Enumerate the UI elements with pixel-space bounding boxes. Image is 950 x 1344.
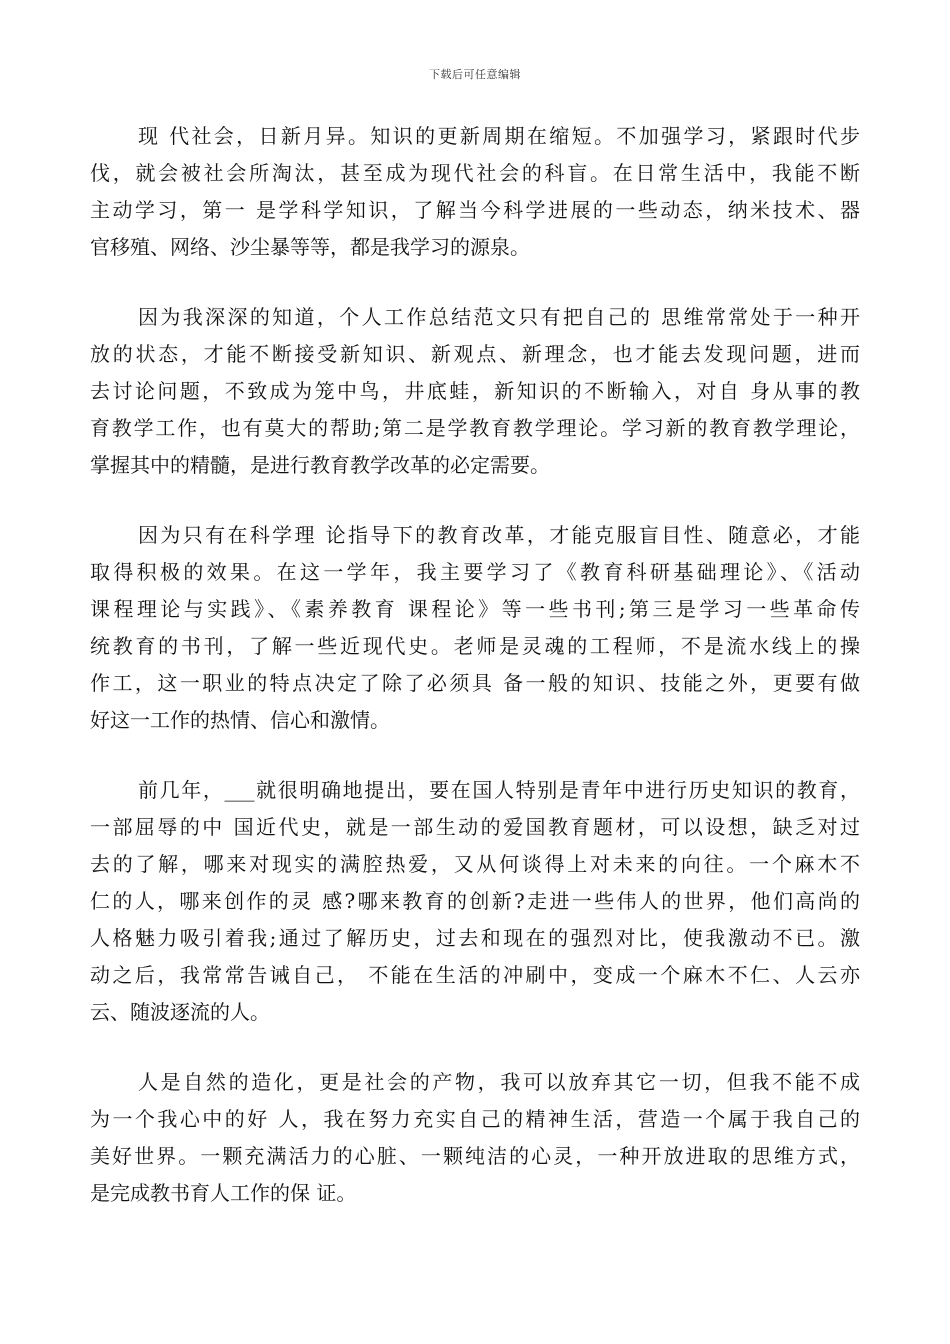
paragraph-line: 为一个我心中的好 人，我在努力充实自己的精神生活，营造一个属于我自己的	[90, 1107, 860, 1131]
paragraph-line: 去讨论问题，不致成为笼中鸟，井底蛙，新知识的不断输入，对自 身从事的教	[90, 379, 860, 403]
paragraph-line: 主动学习，第一 是学科学知识，了解当今科学进展的一些动态，纳米技术、器	[90, 198, 860, 222]
paragraph-line: 云、随波逐流的人。	[90, 1000, 270, 1024]
paragraph-line: 前几年，___就很明确地提出，要在国人特别是青年中进行历史知识的教育，	[138, 778, 860, 802]
paragraph-line: 去的了解，哪来对现实的满腔热爱，又从何谈得上对未来的向往。一个麻木不	[90, 852, 860, 876]
paragraph-line: 掌握其中的精髓，是进行教育教学改革的必定需要。	[90, 453, 550, 477]
paragraph-line: 官移殖、网络、沙尘暴等等，都是我学习的源泉。	[90, 235, 530, 259]
paragraph-4	[90, 772, 860, 1031]
paragraph-line: 伐，就会被社会所淘汰，甚至成为现代社会的科盲。在日常生活中，我能不断	[90, 161, 860, 185]
paragraph-5	[90, 1064, 860, 1212]
page-header: 下载后可任意编辑	[429, 68, 521, 81]
paragraph-line: 仁的人，哪来创作的灵 感?哪来教育的创新?走进一些伟人的世界，他们高尚的	[90, 889, 860, 913]
paragraph-line: 动之后，我常常告诫自己， 不能在生活的冲刷中，变成一个麻木不仁、人云亦	[90, 963, 860, 987]
paragraph-line: 现 代社会，日新月异。知识的更新周期在缩短。不加强学习，紧跟时代步	[138, 124, 860, 148]
paragraph-line: 作工，这一职业的特点决定了除了必须具 备一般的知识、技能之外，更要有做	[90, 671, 860, 695]
paragraph-line: 一部屈辱的中 国近代史，就是一部生动的爱国教育题材，可以设想，缺乏对过	[90, 815, 860, 839]
paragraph-3	[90, 517, 860, 739]
paragraph-2	[90, 299, 860, 484]
paragraph-line: 人是自然的造化，更是社会的产物，我可以放弃其它一切，但我不能不成	[138, 1070, 860, 1094]
paragraph-line: 美好世界。一颗充满活力的心脏、一颗纯洁的心灵，一种开放进取的思维方式，	[90, 1144, 860, 1168]
paragraph-line: 好这一工作的热情、信心和激情。	[90, 708, 390, 732]
paragraph-line: 因为只有在科学理 论指导下的教育改革，才能克服盲目性、随意必，才能	[138, 523, 860, 547]
paragraph-line: 放的状态，才能不断接受新知识、新观点、新理念，也才能去发现问题，进而	[90, 342, 860, 366]
paragraph-line: 是完成教书育人工作的保 证。	[90, 1181, 357, 1205]
paragraph-1	[90, 118, 860, 266]
paragraph-line: 取得积极的效果。在这一学年，我主要学习了《教育科研基础理论》、《活动	[90, 560, 860, 584]
paragraph-line: 课程理论与实践》、《素养教育 课程论》等一些书刊;第三是学习一些革命传	[90, 597, 860, 621]
paragraph-line: 统教育的书刊，了解一些近现代史。老师是灵魂的工程师，不是流水线上的操	[90, 634, 860, 658]
paragraph-line: 因为我深深的知道，个人工作总结范文只有把自己的 思维常常处于一种开	[138, 305, 860, 329]
paragraph-line: 人格魅力吸引着我;通过了解历史，过去和现在的强烈对比，使我激动不已。激	[90, 926, 860, 950]
document-body	[90, 118, 860, 1245]
paragraph-line: 育教学工作，也有莫大的帮助;第二是学教育教学理论。学习新的教育教学理论，	[90, 416, 860, 440]
